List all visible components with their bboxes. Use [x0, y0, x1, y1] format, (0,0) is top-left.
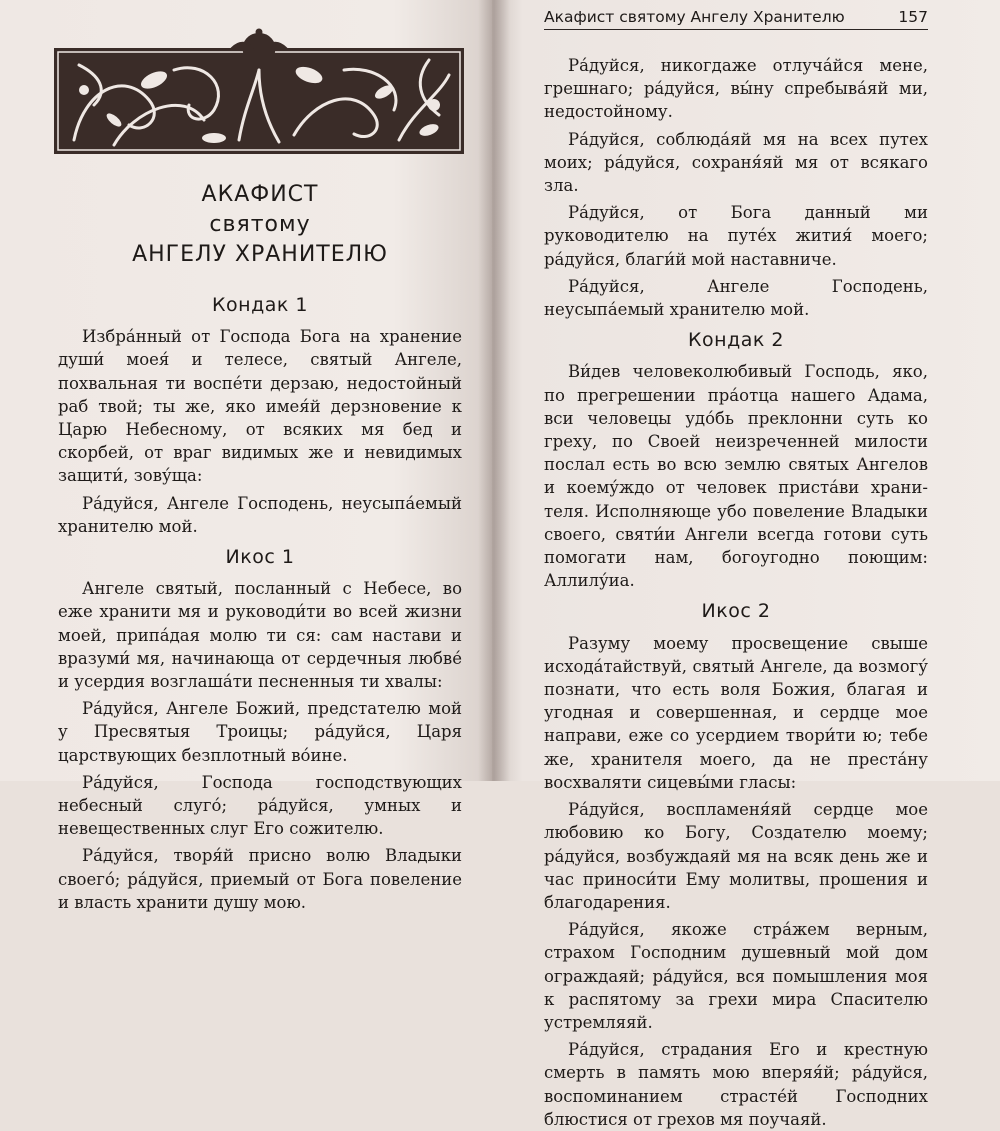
- paragraph: Разуму моему просвещение свыше исхода́тайствуй, святый Ангеле, да возмогу́ познати, что есть воля Божия, благая и угодная и совершенная, и сердце мое направи, еже со усердием твори́ти ю; тебе же, хранителя моего, да не преста́ну восхваляти сицевы́ми гласы:: [544, 633, 928, 792]
- paragraph: Ра́дуйся, якоже стра́жем верным, страхом Господним душевный мой дом ограждаяй; ра́дуйся, вся помышления моя к распятому за грехи мира Спасителю устремляяй.: [544, 920, 928, 1032]
- paragraph: Ра́дуйся, никогдаже отлуча́йся мене, грешнаго; ра́дуйся, вы́ну спребыва́яй ми, недостойному.: [544, 56, 928, 122]
- paragraph: Ангеле святый, посланный с Небесе, во еже хранити мя и руководи́ти во всей жизни моей, припа́дая молю ти ся: сам настави и вразуми́ мя, начинающа от сердечныя любве́ и усердия возглаша́ти песненныя ти хвалы:: [58, 579, 462, 692]
- paragraph: Ра́дуйся, Ангеле Господень, неусыпа́емый хранителю мой.: [544, 276, 928, 320]
- paragraph: Ра́дуйся, Господа господствующих небесный слуго́; ра́дуйся, умных и невещественных слуг Его сожителю.: [58, 772, 462, 839]
- left-text-column: [58, 286, 462, 914]
- right-text-column: [544, 54, 928, 1131]
- title-line-2: святому: [209, 212, 311, 237]
- floral-headpiece-ornament: [54, 30, 464, 158]
- ikos-2-heading: Икос 2: [701, 600, 771, 623]
- paragraph: Ра́дуйся, от Бога данный ми руководителю на путе́х жития́ моего; ра́дуйся, благи́й мой наставниче.: [544, 203, 928, 269]
- kondak-1-heading: Кондак 1: [212, 294, 308, 316]
- paragraph: Ра́дуйся, воспламеня́яй сердце мое любовию ко Богу, Создателю моему; ра́дуйся, возбуждаяй мя на всяк день же и час приноси́ти Ему молитвы, прошения и благодарения.: [544, 800, 928, 912]
- running-header: [544, 8, 928, 30]
- title-line-3: АНГЕЛУ ХРАНИТЕЛЮ: [132, 242, 388, 267]
- paragraph: Ра́дуйся, соблюда́яй мя на всех путех моих; ра́дуйся, сохраня́яй мя от всякаго зла.: [544, 129, 928, 196]
- title-line-1: АКАФИСТ: [201, 182, 319, 207]
- kondak-2-heading: Кондак 2: [688, 329, 784, 352]
- paragraph: Ра́дуйся, страдания Его и крестную смерть в память мою вперяя́й; ра́дуйся, воспоминанием страсте́й Господних блюстися от грехов мя поучаяй.: [544, 1040, 928, 1129]
- paragraph: Ра́дуйся, Ангеле Господень, неусыпа́емый хранителю мой.: [58, 493, 462, 536]
- paragraph: Избра́нный от Господа Бога на хранение души́ моея́ и телесе, святый Ангеле, похвальная ти воспе́ти дерзаю, недостойный раб твой; ты же, яко имея́й дерзновение к Царю Небесному, от всяких мя бед и скорбей, от враг видимых же и невидимых защити́, зову́ща:: [58, 327, 462, 486]
- paragraph: Ра́дуйся, творя́й присно волю Владыки своего́; ра́дуйся, приемый от Бога повеление и власть хранити душу мою.: [58, 846, 462, 912]
- paragraph: Ви́дев человеколюбивый Господь, яко, по прегрешении пра́отца нашего Адама, вси человецы удо́бь преклонни суть ко греху, по Своей неизреченней милости послал есть во всю землю святых Ангелов и коему́ждо от человек приста́ви хранителя. Исполняюще убо повеление Владыки своего, святи́и Ангели всегда готови суть помогати нам, богоугодно поющим: Аллилу́иа.: [544, 362, 928, 591]
- left-page: [0, 0, 492, 912]
- ikos-1-heading: Икос 1: [225, 546, 295, 569]
- page-number: 157: [898, 8, 928, 26]
- running-header-title: Акафист святому Ангелу Хранителю: [544, 8, 845, 26]
- paragraph: Ра́дуйся, Ангеле Божий, предстателю мой у Пресвятыя Троицы; ра́дуйся, Царя царствующих безплотный во́ине.: [58, 699, 462, 765]
- right-page: [492, 0, 1000, 1129]
- akathist-title: [58, 180, 462, 270]
